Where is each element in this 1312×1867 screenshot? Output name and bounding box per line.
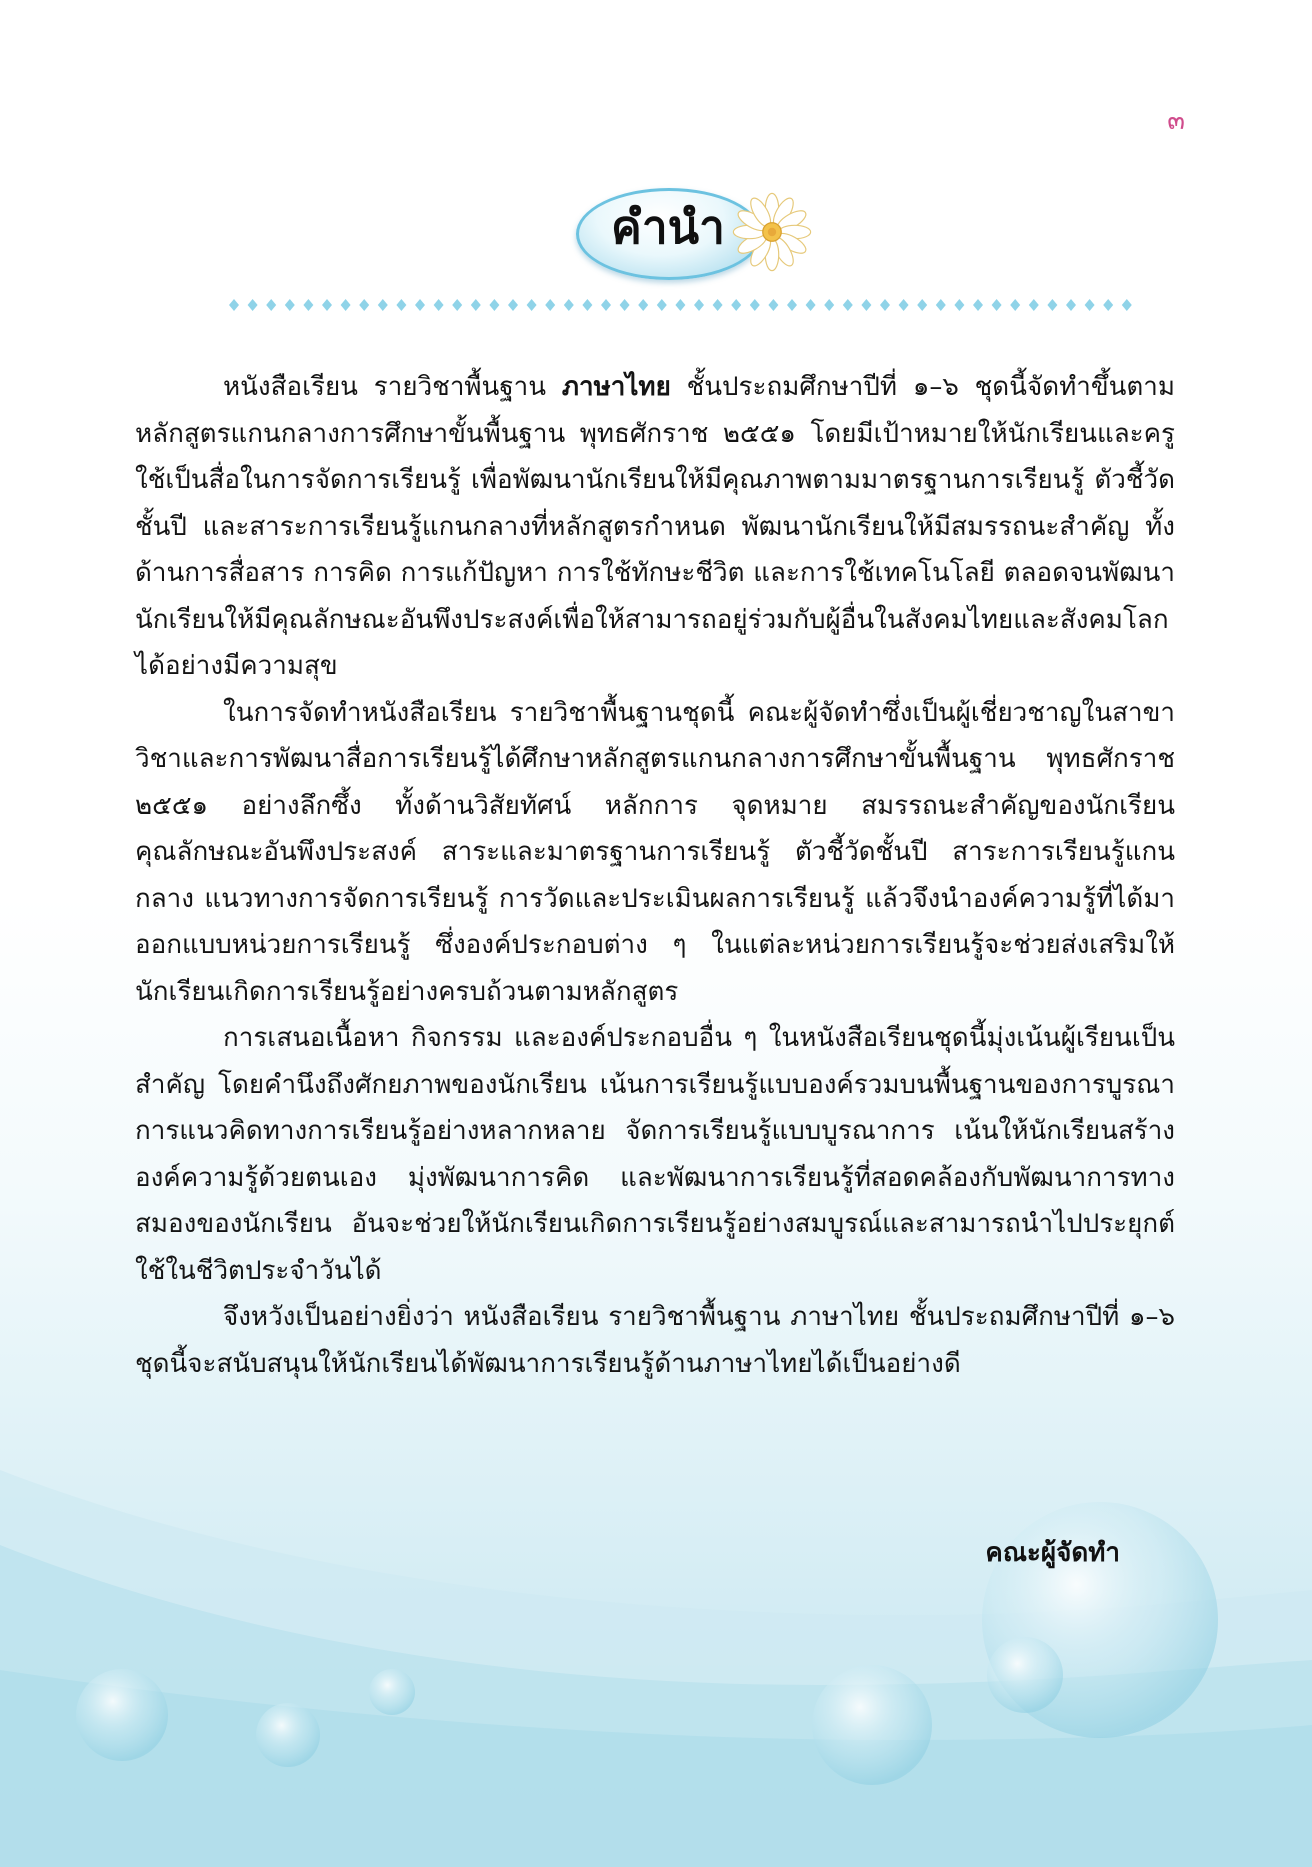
- paragraph-1: [135, 364, 1175, 690]
- diamond-dot-icon: [285, 299, 295, 311]
- title-banner: [570, 180, 820, 280]
- bubble-icon: [256, 1703, 320, 1767]
- diamond-dot-icon: [545, 299, 555, 311]
- diamond-dot-icon: [638, 299, 648, 311]
- preface-body: [135, 364, 1175, 1387]
- paragraph-1-rest: ชั้นประถมศึกษาปีที่ ๑–๖ ชุดนี้จัดทำขึ้นตามหลักสูตรแกนกลางการศึกษาขั้นพื้นฐาน พุทธศักราช ๒๕๕๑ โดยมีเป้าหมายให้นักเรียนและครูใช้เป็นสื่อในการจัดการเรียนรู้ เพื่อพัฒนานักเรียนให้มีคุณภาพตามมาตรฐานการเรียนรู้ ตัวชี้วัดชั้นปี และสาระการเรียนรู้แกนกลางที่หลักสูตรกำหนด พัฒนานักเรียนให้มีสมรรถนะสำคัญ ทั้งด้านการสื่อสาร การคิด การแก้ปัญหา การใช้ทักษะชีวิต และการใช้เทคโนโลยี ตลอดจนพัฒนานักเรียนให้มีคุณลักษณะอันพึงประสงค์เพื่อให้สามารถอยู่ร่วมกับผู้อื่นในสังคมไทยและสังคมโลกได้อย่างมีความสุข: [135, 372, 1175, 681]
- daisy-flower-icon: [730, 190, 814, 274]
- author-signature: คณะผู้จัดทำ: [985, 1538, 1120, 1568]
- diamond-dot-icon: [489, 299, 499, 311]
- wave-bubble-decoration: [0, 1440, 1312, 1867]
- dotted-divider: [228, 297, 1138, 313]
- paragraph-2: ในการจัดทำหนังสือเรียน รายวิชาพื้นฐานชุดนี้ คณะผู้จัดทำซึ่งเป็นผู้เชี่ยวชาญในสาขาวิชาและการพัฒนาสื่อการเรียนรู้ได้ศึกษาหลักสูตรแกนกลางการศึกษาขั้นพื้นฐาน พุทธศักราช ๒๕๕๑ อย่างลึกซึ้ง ทั้งด้านวิสัยทัศน์ หลักการ จุดหมาย สมรรถนะสำคัญของนักเรียน คุณลักษณะอันพึงประสงค์ สาระและมาตรฐานการเรียนรู้ ตัวชี้วัดชั้นปี สาระการเรียนรู้แกนกลาง แนวทางการจัดการเรียนรู้ การวัดและประเมินผลการเรียนรู้ แล้วจึงนำองค์ความรู้ที่ได้มาออกแบบหน่วยการเรียนรู้ ซึ่งองค์ประกอบต่าง ๆ ในแต่ละหน่วยการเรียนรู้จะช่วยส่งเสริมให้นักเรียนเกิดการเรียนรู้อย่างครบถ้วนตามหลักสูตร: [135, 697, 1175, 1007]
- diamond-dot-icon: [1066, 299, 1076, 311]
- bubble-icon: [987, 1637, 1063, 1713]
- diamond-dot-icon: [787, 299, 797, 311]
- diamond-dot-icon: [1122, 299, 1132, 311]
- diamond-dot-icon: [954, 299, 964, 311]
- diamond-dot-icon: [378, 299, 388, 311]
- diamond-dot-icon: [415, 299, 425, 311]
- subject-name-bold: ภาษาไทย: [561, 372, 671, 402]
- diamond-dot-icon: [341, 299, 351, 311]
- diamond-dot-icon: [229, 299, 239, 311]
- diamond-dot-icon: [248, 299, 258, 311]
- diamond-dot-icon: [582, 299, 592, 311]
- bubble-icon: [76, 1669, 168, 1761]
- diamond-dot-icon: [824, 299, 834, 311]
- diamond-dot-icon: [768, 299, 778, 311]
- page-title: คำนำ: [611, 200, 725, 254]
- page-number: ๓: [1167, 106, 1185, 136]
- diamond-dot-icon: [861, 299, 871, 311]
- diamond-dot-icon: [1010, 299, 1020, 311]
- bubble-icon: [369, 1669, 415, 1715]
- diamond-dot-icon: [620, 299, 630, 311]
- diamond-dot-icon: [843, 299, 853, 311]
- diamond-dot-icon: [452, 299, 462, 311]
- diamond-dot-icon: [750, 299, 760, 311]
- diamond-dot-icon: [396, 299, 406, 311]
- diamond-dot-icon: [601, 299, 611, 311]
- diamond-dot-icon: [992, 299, 1002, 311]
- diamond-dot-icon: [266, 299, 276, 311]
- paragraph-4: จึงหวังเป็นอย่างยิ่งว่า หนังสือเรียน รายวิชาพื้นฐาน ภาษาไทย ชั้นประถมศึกษาปีที่ ๑–๖ ชุดนี้จะสนับสนุนให้นักเรียนได้พัฒนาการเรียนรู้ด้านภาษาไทยได้เป็นอย่างดี: [135, 1302, 1175, 1379]
- diamond-dot-icon: [694, 299, 704, 311]
- diamond-dot-icon: [1085, 299, 1095, 311]
- diamond-dot-icon: [917, 299, 927, 311]
- diamond-dot-icon: [527, 299, 537, 311]
- diamond-dot-icon: [806, 299, 816, 311]
- paragraph-3: การเสนอเนื้อหา กิจกรรม และองค์ประกอบอื่น ๆ ในหนังสือเรียนชุดนี้มุ่งเน้นผู้เรียนเป็นสำคัญ โดยคำนึงถึงศักยภาพของนักเรียน เน้นการเรียนรู้แบบองค์รวมบนพื้นฐานของการบูรณาการแนวคิดทางการเรียนรู้อย่างหลากหลาย จัดการเรียนรู้แบบบูรณาการ เน้นให้นักเรียนสร้างองค์ความรู้ด้วยตนเอง มุ่งพัฒนาการคิด และพัฒนาการเรียนรู้ที่สอดคล้องกับพัฒนาการทางสมองของนักเรียน อันจะช่วยให้นักเรียนเกิดการเรียนรู้อย่างสมบูรณ์และสามารถนำไปประยุกต์ใช้ในชีวิตประจำวันได้: [135, 1023, 1175, 1286]
- diamond-dot-icon: [973, 299, 983, 311]
- diamond-dot-icon: [322, 299, 332, 311]
- diamond-dot-icon: [471, 299, 481, 311]
- diamond-dot-icon: [1029, 299, 1039, 311]
- diamond-dot-icon: [564, 299, 574, 311]
- diamond-dot-icon: [936, 299, 946, 311]
- diamond-dot-icon: [1103, 299, 1113, 311]
- diamond-dot-icon: [434, 299, 444, 311]
- diamond-dot-icon: [657, 299, 667, 311]
- diamond-dot-icon: [1047, 299, 1057, 311]
- diamond-dot-icon: [713, 299, 723, 311]
- paragraph-1-lead: หนังสือเรียน รายวิชาพื้นฐาน: [223, 372, 562, 402]
- diamond-dot-icon: [303, 299, 313, 311]
- diamond-dot-icon: [359, 299, 369, 311]
- diamond-dot-icon: [899, 299, 909, 311]
- bubble-icon: [812, 1665, 932, 1785]
- diamond-dot-icon: [675, 299, 685, 311]
- diamond-dot-icon: [731, 299, 741, 311]
- diamond-dot-icon: [508, 299, 518, 311]
- diamond-dot-icon: [880, 299, 890, 311]
